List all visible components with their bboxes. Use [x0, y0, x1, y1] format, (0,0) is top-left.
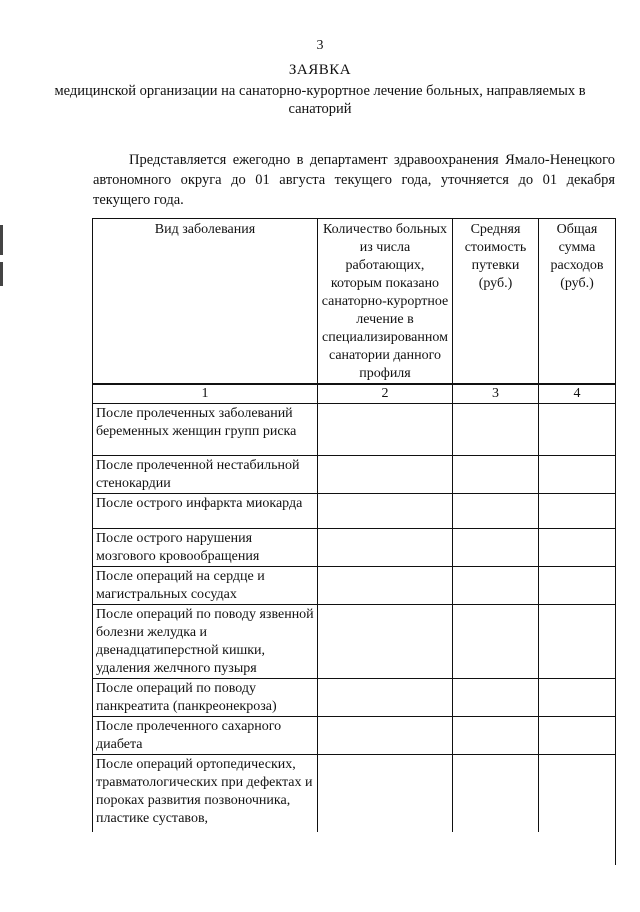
empty-cell [539, 679, 616, 717]
claim-table [92, 218, 616, 865]
empty-cell [453, 404, 539, 456]
empty-cell [453, 717, 539, 755]
empty-cell [453, 529, 539, 567]
intro-paragraph: Представляется ежегодно в департамент здравоохранения Ямало-Ненецкого автономного округа до 01 августа текущего года, уточняется до 01 декабря текущего года. [93, 152, 615, 208]
column-number-row [93, 384, 616, 404]
disease-cell: После острого нарушения мозгового кровообращения [93, 529, 318, 567]
empty-cell [539, 529, 616, 567]
column-number: 2 [318, 384, 453, 404]
table-row [93, 679, 616, 717]
empty-cell [453, 679, 539, 717]
header-disease-type: Вид заболевания [93, 219, 318, 385]
column-number: 3 [453, 384, 539, 404]
table-row [93, 717, 616, 755]
empty-cell [318, 717, 453, 755]
table-row [93, 404, 616, 456]
disease-cell: После пролеченной нестабильной стенокардии [93, 456, 318, 494]
table-row [93, 529, 616, 567]
scan-edge-mark [0, 225, 3, 255]
empty-cell [318, 567, 453, 605]
disease-cell: После операций по поводу язвенной болезни желудка и двенадцатиперстной кишки, удаления желчного пузыря [93, 605, 318, 679]
empty-cell [318, 679, 453, 717]
empty-cell [318, 404, 453, 456]
empty-cell [453, 494, 539, 529]
empty-cell [539, 456, 616, 494]
empty-cell [453, 567, 539, 605]
empty-cell [539, 404, 616, 456]
column-number: 4 [539, 384, 616, 404]
empty-cell [539, 567, 616, 605]
column-number: 1 [93, 384, 318, 404]
empty-cell [453, 456, 539, 494]
empty-cell [539, 605, 616, 679]
table-row [93, 567, 616, 605]
disease-cell: После операций по поводу панкреатита (панкреонекроза) [93, 679, 318, 717]
empty-cell [539, 717, 616, 755]
disease-cell: После пролеченного сахарного диабета [93, 717, 318, 755]
scan-edge-mark [0, 262, 3, 286]
header-average-cost: Средняя стоимость путевки (руб.) [453, 219, 539, 385]
header-patient-count: Количество больных из числа работающих, которым показано санаторно-курортное лечение в специализированном санатории данного профиля [318, 219, 453, 385]
table-row [93, 456, 616, 494]
table-row [93, 494, 616, 529]
empty-cell [318, 494, 453, 529]
disease-cell: После операций ортопедических, травматологических при дефектах и пороках развития позвоночника, пластике суставов, [93, 755, 318, 865]
empty-cell [318, 456, 453, 494]
page-bottom-area [92, 832, 615, 912]
table-row [93, 605, 616, 679]
document-title: ЗАЯВКА [288, 62, 352, 78]
page-number: 3 [316, 38, 324, 53]
empty-cell [318, 605, 453, 679]
empty-cell [453, 605, 539, 679]
empty-cell [539, 494, 616, 529]
disease-cell: После пролеченных заболеваний беременных женщин групп риска [93, 404, 318, 456]
disease-cell: После острого инфаркта миокарда [93, 494, 318, 529]
table-header-row [93, 219, 616, 385]
header-total-expenses: Общая сумма расходов (руб.) [539, 219, 616, 385]
document-subtitle: медицинской организации на санаторно-курортное лечение больных, направляемых в санаторий [54, 83, 586, 117]
empty-cell [318, 529, 453, 567]
disease-cell: После операций на сердце и магистральных сосудах [93, 567, 318, 605]
